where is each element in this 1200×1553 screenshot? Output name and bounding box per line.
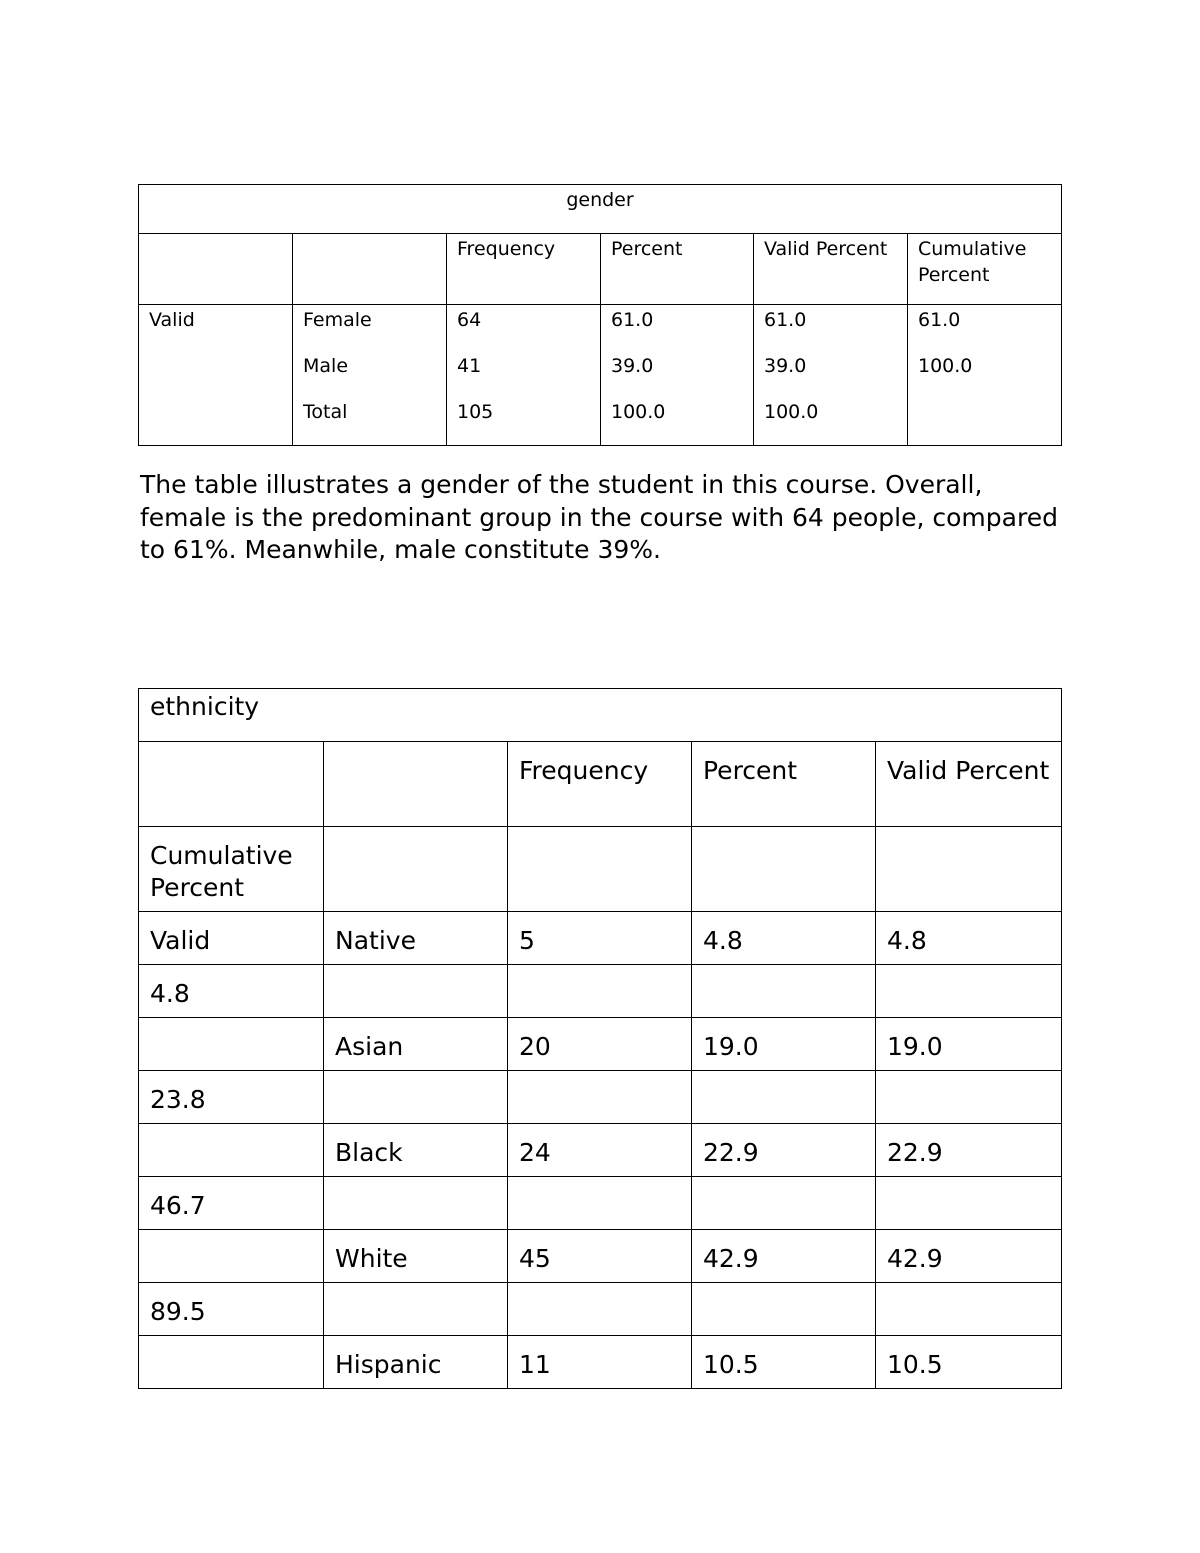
percent-cell: 10.5	[692, 1336, 876, 1389]
table-row	[139, 912, 1062, 965]
table-row	[139, 1283, 1062, 1336]
ethnicity-header-row	[139, 742, 1062, 827]
percent-column: 61.0 39.0 100.0	[601, 305, 754, 446]
table-row	[139, 965, 1062, 1018]
empty-cell	[876, 1177, 1062, 1230]
summary-paragraph: The table illustrates a gender of the student in this course. Overall, female is the predominant group in the course with 64 people, compared to 61%. Meanwhile, male constitute 39%.	[140, 470, 1058, 564]
ethnicity-frequency-table	[138, 688, 1062, 1389]
category-male: Male	[303, 355, 349, 377]
valid-percent-cell: 4.8	[876, 912, 1062, 965]
percent-cell: 19.0	[692, 1018, 876, 1071]
cumulative-percent-column: 61.0 100.0	[908, 305, 1062, 446]
empty-cell	[508, 1177, 692, 1230]
valid-percent-cell: 10.5	[876, 1336, 1062, 1389]
category-cell: Asian	[324, 1018, 508, 1071]
empty-cell	[508, 827, 692, 912]
cumulative-cell: 46.7	[139, 1177, 324, 1230]
empty-cell	[324, 827, 508, 912]
empty-cell	[692, 965, 876, 1018]
gender-frequency-table	[138, 184, 1062, 446]
header-cumulative-percent: Cumulative Percent	[139, 827, 324, 912]
empty-cell	[692, 1071, 876, 1124]
empty-cell	[324, 1071, 508, 1124]
valid-percent-column: 61.0 39.0 100.0	[754, 305, 908, 446]
category-cell: Native	[324, 912, 508, 965]
frequency-cell: 5	[508, 912, 692, 965]
group-label: Valid	[139, 305, 293, 446]
cumulative-cell: 23.8	[139, 1071, 324, 1124]
table-row	[139, 1177, 1062, 1230]
category-female: Female	[303, 309, 372, 331]
empty-cell	[508, 965, 692, 1018]
cumulative-cell: 89.5	[139, 1283, 324, 1336]
frequency-cell: 11	[508, 1336, 692, 1389]
percent-cell: 4.8	[692, 912, 876, 965]
percent-cell: 42.9	[692, 1230, 876, 1283]
frequency-cell: 24	[508, 1124, 692, 1177]
valid-percent-cell: 22.9	[876, 1124, 1062, 1177]
category-cell: White	[324, 1230, 508, 1283]
empty-cell	[692, 1177, 876, 1230]
header-percent: Percent	[601, 234, 754, 305]
percent-cell: 22.9	[692, 1124, 876, 1177]
empty-cell	[139, 1018, 324, 1071]
category-cell: Black	[324, 1124, 508, 1177]
empty-cell	[508, 1071, 692, 1124]
header-percent: Percent	[692, 742, 876, 827]
empty-cell	[139, 1336, 324, 1389]
header-cumulative-percent: Cumulative Percent	[908, 234, 1062, 305]
ethnicity-table-title: ethnicity	[139, 689, 1062, 742]
cumulative-cell: 4.8	[139, 965, 324, 1018]
table-row	[139, 1018, 1062, 1071]
empty-cell	[876, 1283, 1062, 1336]
empty-cell	[508, 1283, 692, 1336]
empty-cell	[139, 1230, 324, 1283]
header-cell	[139, 742, 324, 827]
header-valid-percent: Valid Percent	[876, 742, 1062, 827]
empty-cell	[324, 1177, 508, 1230]
frequency-cell: 45	[508, 1230, 692, 1283]
empty-cell	[324, 1283, 508, 1336]
cumulative-header-row	[139, 827, 1062, 912]
gender-table-title: gender	[139, 185, 1062, 234]
gender-data-row	[139, 305, 1062, 446]
gender-header-row	[139, 234, 1062, 305]
empty-cell	[324, 965, 508, 1018]
empty-cell	[139, 1124, 324, 1177]
empty-cell	[876, 1071, 1062, 1124]
frequency-cell: 20	[508, 1018, 692, 1071]
header-frequency: Frequency	[447, 234, 601, 305]
empty-cell	[876, 827, 1062, 912]
header-cell	[293, 234, 447, 305]
empty-cell	[876, 965, 1062, 1018]
header-cell	[139, 234, 293, 305]
category-cell: Hispanic	[324, 1336, 508, 1389]
header-frequency: Frequency	[508, 742, 692, 827]
category-total: Total	[303, 401, 348, 423]
valid-percent-cell: 42.9	[876, 1230, 1062, 1283]
header-cell	[324, 742, 508, 827]
group-label: Valid	[139, 912, 324, 965]
table-row	[139, 1124, 1062, 1177]
empty-cell	[692, 1283, 876, 1336]
header-valid-percent: Valid Percent	[754, 234, 908, 305]
category-column	[293, 305, 447, 446]
table-row	[139, 1071, 1062, 1124]
empty-cell	[692, 827, 876, 912]
table-row	[139, 1230, 1062, 1283]
table-row	[139, 1336, 1062, 1389]
frequency-column: 64 41 105	[447, 305, 601, 446]
valid-percent-cell: 19.0	[876, 1018, 1062, 1071]
